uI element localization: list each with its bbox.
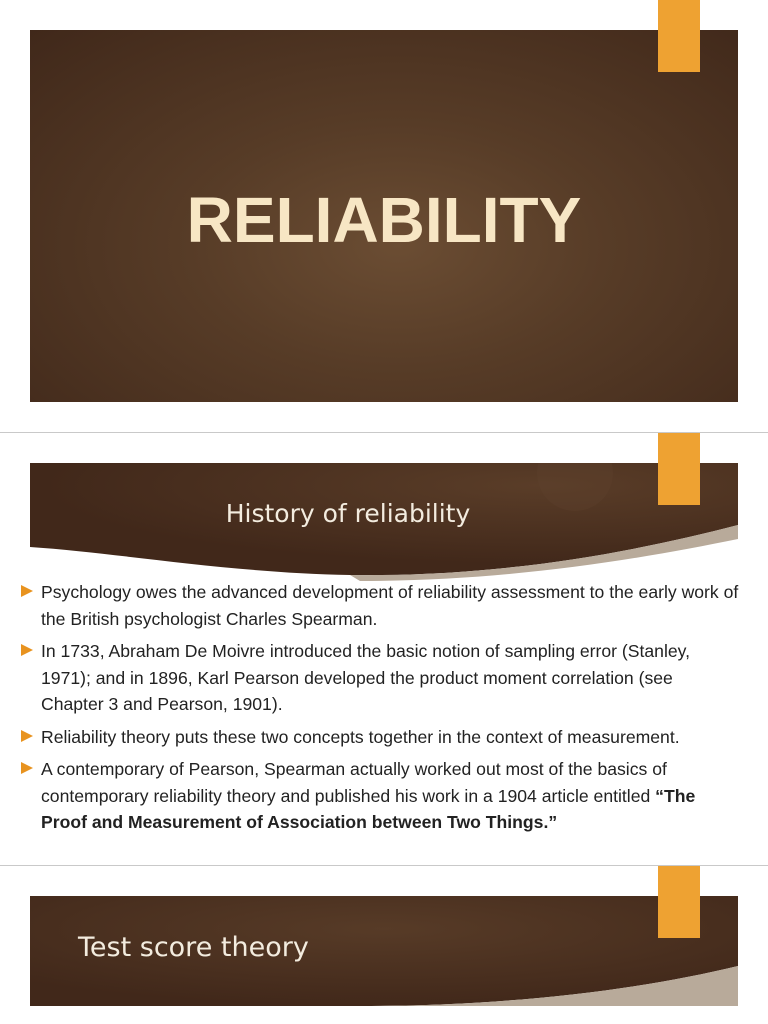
bullet-text: Reliability theory puts these two concepts together in the context of measurement. (41, 726, 680, 747)
accent-tab (658, 866, 700, 938)
slide-title-text: RELIABILITY (186, 184, 582, 256)
test-score-banner (30, 896, 738, 1006)
accent-tab (658, 0, 700, 72)
accent-tab (658, 433, 700, 505)
test-score-slide-title: Test score theory (78, 932, 309, 963)
arrow-bullet-icon (21, 762, 33, 774)
bullet-bold-text: “The Proof and Measurement of Association between Two Things.” (41, 785, 696, 832)
bullet-text: A contemporary of Pearson, Spearman actually worked out most of the basics of contemporary reliability theory and published his work in a 1904 article entitled (41, 759, 667, 806)
bullet-text: Psychology owes the advanced development of reliability assessment to the early work of the British psychologist Charles Spearman. (41, 582, 739, 629)
arrow-bullet-icon (21, 585, 33, 597)
bullet-item (20, 756, 740, 836)
history-banner (30, 463, 738, 581)
arrow-bullet-icon (21, 644, 33, 656)
bullet-list (20, 579, 740, 842)
bullet-item (20, 579, 740, 632)
history-slide-title: History of reliability (225, 499, 471, 528)
bullet-item (20, 724, 740, 751)
slide-title (0, 0, 768, 432)
slide-test-score (0, 866, 768, 1024)
bullet-item (20, 638, 740, 718)
arrow-bullet-icon (21, 730, 33, 742)
slide-history (0, 433, 768, 865)
bullet-text: In 1733, Abraham De Moivre introduced the basic notion of sampling error (Stanley, 1971); and in 1896, Karl Pearson developed the product moment correlation (see Chapter 3 and Pearson, 1901). (41, 641, 691, 714)
